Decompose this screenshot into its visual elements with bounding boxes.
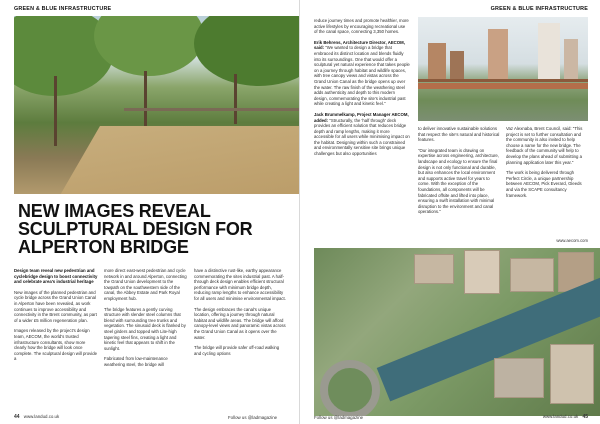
speaker-name: Erik Behrens, Architecture Director, AECOM, said:: [314, 39, 405, 51]
quote-paragraph: [314, 40, 410, 107]
image-credit: www.aecom.com: [556, 238, 588, 243]
right-column-2: [418, 126, 500, 244]
page-number: 44: [14, 414, 20, 420]
aerial-canal-photo: [314, 248, 600, 416]
article-headline: NEW IMAGES REVEAL SCULPTURAL DESIGN FOR ALPERTON BRIDGE: [18, 201, 253, 257]
paragraph: Vaz Alexnaba, Brent Council, said: "This project is set to further consultation and the community is also invited to help choose a name for the new bridge. The feedback of the community will help to develop the plans ahead of submitting a planning application later this year.": [506, 126, 583, 165]
right-column-1: [314, 18, 410, 244]
paragraph: Images released by the project's design team, AECOM, the world's trusted infrastructure consultants, show more clearly how the bridge will look once complete. The sculptural design will provide a: [14, 328, 98, 362]
paragraph: The design embraces the canal's unique location, offering a journey through natural habitat and wildlife areas. The bridge will afford canopy-level views and panoramic vistas across the Grand Union Canal as it opens over the water.: [194, 306, 286, 340]
right-footer-follow: Follow us @ladmagazine: [314, 415, 364, 420]
quote-text: "Structurally, the 'half through' deck provides an efficient solution that reduces bridge depth and ramp lengths, making it more accessible for all users while minimising impact on the habitat. Designing within such a constrained and environmentally sensitive site brings unique challenges but also opportunities: [314, 117, 410, 157]
footer-url: www.landud.co.uk: [542, 414, 579, 419]
paragraph: Fabricated from low-maintenance weathering steel, the bridge will: [104, 356, 168, 367]
paragraph: "Our integrated team is drawing on expertise across engineering, architecture, landscape and ecology to ensure the final design is not only functional and durable, but also enhances the local environment and supports active travel for years to come. With the exception of the foundations, all components will be fabricated offsite and lifted into place, ensuring a swift installation with minimal disruption to the environment and canal operations.": [418, 147, 499, 215]
bridge-render-photo: [418, 17, 588, 121]
left-column-2: [104, 268, 188, 416]
paragraph: The bridge features a gently curving structure with slender steel columns that blend with surrounding tree trunks and vegetation. The sinusoid deck is flanked by steel girders and topped with Lite-high tapering steel fins, creating a light and kinetic feel that appears to shift in the sunlight.: [104, 306, 186, 351]
footer-url: www.landud.co.uk: [23, 414, 60, 419]
bridge-park-photo: [14, 16, 300, 194]
left-column-3: [194, 268, 286, 416]
section-label-right: GREEN & BLUE INFRASTRUCTURE: [490, 6, 588, 12]
paragraph: reduce journey times and promote healthier, more active lifestyles by encouraging recreational use of the canal space, connecting 3,350 homes.: [314, 18, 409, 35]
quote-text: "We wanted to design a bridge that embraced its distinct location and blends fluidly into its surroundings. One that would offer a sculptural yet natural experience that takes people on a journey through habitat and wildlife spaces, with tree canopy views and vistas across the Grand Union Canal as the bridge opens up over the water. The raw finish of the weathering steel adds authenticity and depth to this modern design, commemorating the site's industrial past while creating a light and kinetic feel.": [314, 45, 410, 107]
paragraph: more direct east-west pedestrian and cycle network in and around Alperton, connecting the Grand Union development to the towpath on the southwestern side of the canal, the Abbey Estate and Park Royal employment hub.: [104, 268, 187, 301]
speaker-name: Jack Brummelkamp, Project Manager AECOM, added:: [314, 111, 409, 123]
section-label-left: GREEN & BLUE INFRASTRUCTURE: [14, 6, 112, 12]
article-standfirst: Design team reveal new pedestrian and cyclebridge design to boost connectivity and celebrate area's industrial heritage: [14, 268, 98, 285]
paragraph: The bridge will provide safer off-road walking and cycling options: [194, 345, 280, 356]
paragraph: New images of the planned pedestrian and cycle bridge across the Grand Union Canal in Alperton have been revealed, as work continues to improve accessibility and connectivity in the Brent community, as part of a wider £5 million regeneration plan.: [14, 289, 97, 323]
right-footer: [543, 414, 588, 420]
paragraph: have a distinctive rust-like, earthy appearance commemorating the sites industrial past. A half-through deck design enables efficient structural performance with minimum bridge depth, reducing ramp lengths to enhance accessibility for all users and minimise environmental impact.: [194, 268, 286, 301]
right-column-3: [506, 126, 588, 238]
paragraph: The work is being delivered through Perfect Circle, a unique partnership between AECOM, Pick Everard, Gleeds and via the SCAPE consultancy framework.: [506, 170, 582, 198]
right-page: [300, 0, 600, 424]
left-footer: [14, 414, 59, 420]
quote-paragraph: [314, 112, 410, 157]
paragraph: to deliver innovative sustainable solutions that respect the site's natural and historical features.: [418, 126, 500, 143]
page-number: 45: [582, 414, 588, 420]
left-column-1: [14, 268, 98, 416]
left-footer-follow: Follow us @ladmagazine: [228, 415, 278, 420]
